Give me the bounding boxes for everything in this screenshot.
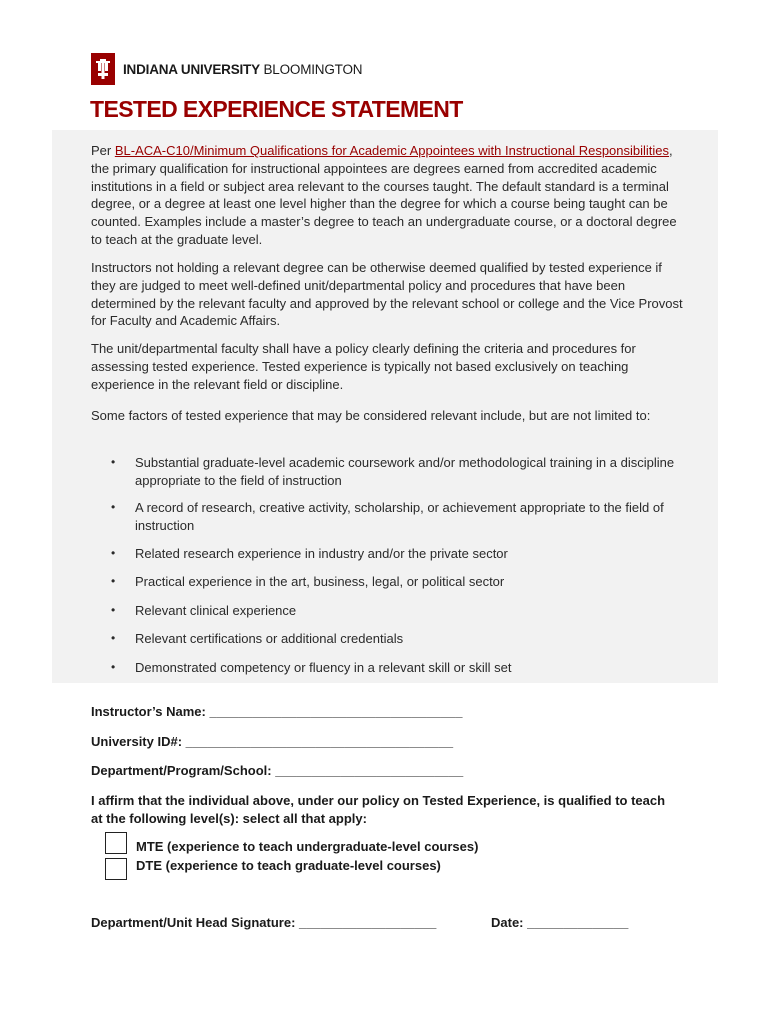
intro-suffix: , the primary qualification for instructional appointees are degrees earned from accredited academic institutions in a field or subject area relevant to the courses taught. The default standard is a terminal degree, or a degree at least one level higher than the degree for which a course being taught can be counted. Examples include a master’s degree to teach an undergraduate course, or a doctoral degree to teach at the graduate level.	[91, 143, 677, 247]
mte-checkbox[interactable]	[105, 832, 127, 854]
mte-label: MTE (experience to teach undergraduate-level courses)	[136, 839, 479, 854]
bullet-icon: •	[111, 574, 116, 588]
bullet-icon: •	[111, 455, 116, 469]
iu-trident-icon	[91, 53, 115, 85]
list-item-text: Practical experience in the art, business, legal, or political sector	[135, 574, 505, 589]
institution-name	[123, 62, 362, 77]
dte-checkbox[interactable]	[105, 858, 127, 880]
department-field[interactable]: Department/Program/School: __________________________	[91, 763, 464, 778]
date-field[interactable]: Date: ______________	[491, 915, 629, 930]
bullet-icon: •	[111, 603, 116, 617]
instructor-name-field[interactable]: Instructor’s Name: ___________________________________	[91, 704, 463, 719]
list-item-text: A record of research, creative activity, scholarship, or achievement appropriate to the field of instruction	[135, 500, 664, 533]
bullet-icon: •	[111, 631, 116, 645]
paragraph-policy: The unit/departmental faculty shall have a policy clearly defining the criteria and procedures for assessing tested experience. Tested experience is typically not based exclusively on teaching experience in the relevant field or discipline.	[91, 341, 636, 392]
page-title: TESTED EXPERIENCE STATEMENT	[90, 96, 463, 122]
bullet-icon: •	[111, 660, 116, 674]
signature-field[interactable]: Department/Unit Head Signature: ___________________	[91, 915, 437, 930]
intro-prefix: Per	[91, 143, 115, 158]
list-item-text: Relevant certifications or additional credentials	[135, 631, 404, 646]
affirmation-statement: I affirm that the individual above, under our policy on Tested Experience, is qualified to teach at the following level(s): select all that apply:	[91, 793, 666, 826]
dte-label: DTE (experience to teach graduate-level courses)	[136, 858, 441, 873]
list-item-text: Relevant clinical experience	[135, 603, 297, 618]
bullet-icon: •	[111, 546, 116, 560]
intro-paragraph	[91, 142, 683, 249]
paragraph-degree: Instructors not holding a relevant degree can be otherwise deemed qualified by tested experience if they are judged to meet well-defined unit/departmental policy and procedures that have been determined by the relevant faculty and approved by the relevant school or college and the Vice Provost for Faculty and Academic Affairs.	[91, 260, 683, 329]
header	[91, 53, 362, 85]
institution-name-bold: INDIANA UNIVERSITY	[123, 61, 260, 77]
policy-link[interactable]: BL-ACA-C10/Minimum Qualifications for Academic Appointees with Instructional Responsibilities	[114, 143, 670, 158]
list-item-text: Related research experience in industry and/or the private sector	[135, 546, 508, 561]
paragraph-factors-intro: Some factors of tested experience that may be considered relevant include, but are not limited to:	[91, 408, 651, 423]
institution-campus: BLOOMINGTON	[263, 61, 363, 77]
list-item-text: Substantial graduate-level academic coursework and/or methodological training in a discipline appropriate to the field of instruction	[135, 455, 675, 488]
list-item-text: Demonstrated competency or fluency in a relevant skill or skill set	[135, 660, 512, 675]
university-id-field[interactable]: University ID#: _____________________________________	[91, 734, 454, 749]
bullet-icon: •	[111, 500, 116, 514]
